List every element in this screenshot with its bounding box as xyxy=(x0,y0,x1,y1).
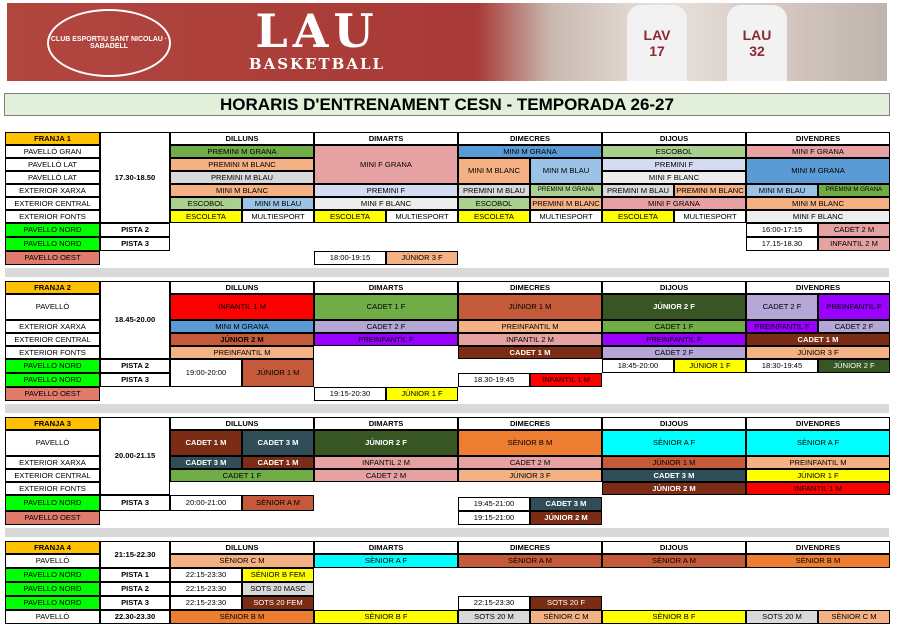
schedule-cell: JÚNIOR 1 M xyxy=(458,294,602,320)
jersey-text: LAV xyxy=(643,27,671,43)
schedule-cell: JÚNIOR 3 F xyxy=(386,251,458,265)
schedule-cell: EXTERIOR CENTRAL xyxy=(5,333,100,346)
schedule-cell: 18:00-19:15 xyxy=(314,251,386,265)
schedule-cell: DIMARTS xyxy=(314,132,458,145)
schedule-cell: 18:45-20:00 xyxy=(602,359,674,373)
schedule-cell: PREMINI M BLANC xyxy=(170,158,314,171)
section-separator xyxy=(5,268,889,277)
schedule-cell: DIMECRES xyxy=(458,541,602,554)
schedule-cell: FRANJA 1 xyxy=(5,132,100,145)
schedule-cell: JÚNIOR 2 F xyxy=(818,359,890,373)
schedule-cell: DIJOUS xyxy=(602,541,746,554)
schedule-cell: PREMINI M BLANC xyxy=(674,184,746,197)
schedule-cell: PISTA 3 xyxy=(100,373,170,387)
schedule-cell: FRANJA 2 xyxy=(5,281,100,294)
schedule-cell: JÚNIOR 2 F xyxy=(602,294,746,320)
schedule-cell: DIMECRES xyxy=(458,281,602,294)
schedule-cell: MINI F GRANA xyxy=(602,197,746,210)
schedule-cell: EXTERIOR XARXA xyxy=(5,184,100,197)
schedule-cell: CADET 1 M xyxy=(242,456,314,469)
schedule-cell: CADET 1 M xyxy=(170,430,242,456)
schedule-cell: EXTERIOR XARXA xyxy=(5,456,100,469)
schedule-cell: DIJOUS xyxy=(602,132,746,145)
jersey-number: 32 xyxy=(749,43,765,59)
schedule-cell: PREINFANTIL F xyxy=(602,333,746,346)
schedule-cell: PAVELLÓ LAT xyxy=(5,171,100,184)
brand-name: LAU xyxy=(255,4,379,58)
jersey-number: 17 xyxy=(649,43,665,59)
schedule-cell: PREINFANTIL M xyxy=(458,320,602,333)
schedule-cell: JÚNIOR 2 M xyxy=(602,482,746,495)
schedule-cell: MINI F GRANA xyxy=(314,145,458,184)
schedule-cell: JÚNIOR 1 F xyxy=(746,469,890,482)
schedule-cell: CADET 3 M xyxy=(242,430,314,456)
page-title: HORARIS D'ENTRENAMENT CESN - TEMPORADA 26-27 xyxy=(4,93,890,116)
schedule-cell: JÚNIOR 1 M xyxy=(602,456,746,469)
players-photo xyxy=(477,3,887,81)
schedule-cell: PAVELLO NORD xyxy=(5,359,100,373)
schedule-cell: SÈNIOR B FEM xyxy=(242,568,314,582)
schedule-cell: PISTA 2 xyxy=(100,359,170,373)
schedule-cell: JÚNIOR 3 F xyxy=(746,346,890,359)
schedule-cell: PREINFANTIL F xyxy=(818,294,890,320)
schedule-cell: CADET 1 F xyxy=(602,320,746,333)
schedule-cell: PREMINI F xyxy=(602,158,746,171)
schedule-cell: 18.30-19:45 xyxy=(458,373,530,387)
schedule-cell: DIVENDRES xyxy=(746,541,890,554)
schedule-cell: DIMARTS xyxy=(314,417,458,430)
schedule-cell: DIJOUS xyxy=(602,417,746,430)
schedule-cell: 22.30-23.30 xyxy=(100,610,170,624)
schedule-cell: EXTERIOR XARXA xyxy=(5,320,100,333)
club-logo xyxy=(47,9,171,77)
schedule-cell: ESCOBOL xyxy=(602,145,746,158)
schedule-cell: SÈNIOR B F xyxy=(314,610,458,624)
schedule-cell: INFANTIL 1 M xyxy=(746,482,890,495)
schedule-cell: DIVENDRES xyxy=(746,417,890,430)
schedule-cell: INFANTIL 1 M xyxy=(530,373,602,387)
schedule-cell: PISTA 3 xyxy=(100,596,170,610)
schedule-cell: PISTA 3 xyxy=(100,237,170,251)
schedule-cell: DIVENDRES xyxy=(746,132,890,145)
schedule-cell: JÚNIOR 2 M xyxy=(170,333,314,346)
schedule-cell: CADET 2 M xyxy=(458,456,602,469)
schedule-cell: MINI M BLAU xyxy=(242,197,314,210)
schedule-cell: JÚNIOR 2 F xyxy=(314,430,458,456)
schedule-cell: 19:15-20:30 xyxy=(314,387,386,401)
schedule-cell: ESCOLETA xyxy=(170,210,242,223)
schedule-cell: DILLUNS xyxy=(170,281,314,294)
schedule-cell: 19:45-21:00 xyxy=(458,497,530,511)
club-header-banner xyxy=(7,3,887,81)
schedule-cell: MULTIESPORT xyxy=(674,210,746,223)
schedule-cell: PAVELLÓ xyxy=(5,554,100,568)
schedule-cell: SÈNIOR A M xyxy=(242,495,314,511)
schedule-cell: PAVELLO OEST xyxy=(5,387,100,401)
schedule-cell: ESCOLETA xyxy=(602,210,674,223)
schedule-cell: SÈNIOR A F xyxy=(314,554,458,568)
schedule-cell: 20.00-21.15 xyxy=(100,417,170,495)
schedule-cell: PAVELLÓ xyxy=(5,610,100,624)
schedule-cell: PAVELLÓ LAT xyxy=(5,158,100,171)
schedule-cell: MINI F BLANC xyxy=(314,197,458,210)
schedule-cell: PAVELLO NORD xyxy=(5,373,100,387)
schedule-cell: SOTS 20 FEM xyxy=(242,596,314,610)
schedule-cell: SÈNIOR C M xyxy=(170,554,314,568)
section-separator xyxy=(5,528,889,537)
schedule-cell: ESCOLETA xyxy=(314,210,386,223)
schedule-cell: MINI M GRANA xyxy=(170,320,314,333)
logo-text: CLUB ESPORTIU SANT NICOLAU · SABADELL xyxy=(50,36,168,50)
schedule-cell: 18.45-20.00 xyxy=(100,281,170,359)
schedule-cell: 19:00-20:00 xyxy=(170,359,242,387)
schedule-cell: MINI M BLANC xyxy=(746,197,890,210)
schedule-cell: CADET 2 F xyxy=(818,320,890,333)
schedule-cell: CADET 2 M xyxy=(314,469,458,482)
schedule-cell: MINI M BLANC xyxy=(170,184,314,197)
schedule-cell: INFANTIL 2 M xyxy=(458,333,602,346)
schedule-cell: JÚNIOR 1 M xyxy=(242,359,314,387)
schedule-cell: 21:15-22.30 xyxy=(100,541,170,568)
schedule-cell: SÈNIOR C M xyxy=(530,610,602,624)
schedule-cell: INFANTIL 1 M xyxy=(170,294,314,320)
schedule-cell: PREMINI M GRANA xyxy=(530,184,602,197)
schedule-cell: SOTS 20 F xyxy=(530,596,602,610)
schedule-cell: ESCOBOL xyxy=(458,197,530,210)
schedule-cell: DILLUNS xyxy=(170,132,314,145)
schedule-cell: MINI F BLANC xyxy=(746,210,890,223)
brand-sub: BASKETBALL xyxy=(248,55,386,73)
schedule-cell: PREINFANTIL F xyxy=(314,333,458,346)
schedule-cell: CADET 2 M xyxy=(818,223,890,237)
schedule-cell: 22:15-23:30 xyxy=(170,568,242,582)
schedule-cell: 22:15-23:30 xyxy=(458,596,530,610)
schedule-cell: PAVELLO NORD xyxy=(5,568,100,582)
schedule-cell: FRANJA 4 xyxy=(5,541,100,554)
schedule-cell: MINI M GRANA xyxy=(746,158,890,184)
schedule-cell: SÈNIOR B F xyxy=(602,610,746,624)
schedule-cell: SÈNIOR B M xyxy=(458,430,602,456)
brand-wordmark xyxy=(217,4,417,73)
schedule-cell: JÚNIOR 1 F xyxy=(386,387,458,401)
schedule-cell: EXTERIOR FONTS xyxy=(5,482,100,495)
schedule-cell: MINI F GRANA xyxy=(746,145,890,158)
schedule-cell: ESCOLETA xyxy=(458,210,530,223)
schedule-cell: SÈNIOR B M xyxy=(746,554,890,568)
schedule-cell: 16:00-17:15 xyxy=(746,223,818,237)
schedule-cell: PAVELLO NORD xyxy=(5,596,100,610)
schedule-cell: EXTERIOR FONTS xyxy=(5,210,100,223)
schedule-cell: MINI M BLANC xyxy=(458,158,530,184)
schedule-cell: JÚNIOR 3 F xyxy=(458,469,602,482)
schedule-cell: MINI M GRANA xyxy=(458,145,602,158)
schedule-cell: PAVELLÓ xyxy=(5,294,100,320)
schedule-cell: 17.30-18.50 xyxy=(100,132,170,223)
player-jersey xyxy=(627,5,687,81)
schedule-cell: PAVELLO NORD xyxy=(5,495,100,511)
schedule-cell: PISTA 3 xyxy=(100,495,170,511)
schedule-cell: SOTS 20 MASC xyxy=(242,582,314,596)
schedule-cell: PREINFANTIL M xyxy=(746,456,890,469)
schedule-cell: MINI M BLAU xyxy=(530,158,602,184)
schedule-cell: PREMINI M BLANC xyxy=(530,197,602,210)
schedule-cell: MULTIESPORT xyxy=(242,210,314,223)
schedule-cell: 18:30-19:45 xyxy=(746,359,818,373)
schedule-cell: PAVELLÓ GRAN xyxy=(5,145,100,158)
schedule-cell: INFANTIL 2 M xyxy=(314,456,458,469)
section-separator xyxy=(5,404,889,413)
schedule-cell: SÈNIOR A F xyxy=(602,430,746,456)
schedule-cell: SÈNIOR C M xyxy=(818,610,890,624)
schedule-cell: DILLUNS xyxy=(170,417,314,430)
schedule-cell: EXTERIOR CENTRAL xyxy=(5,469,100,482)
schedule-cell: EXTERIOR FONTS xyxy=(5,346,100,359)
schedule-cell: PAVELLO NORD xyxy=(5,237,100,251)
schedule-cell: EXTERIOR CENTRAL xyxy=(5,197,100,210)
schedule-cell: 17.15-18.30 xyxy=(746,237,818,251)
schedule-cell: PAVELLÓ xyxy=(5,430,100,456)
schedule-cell: FRANJA 3 xyxy=(5,417,100,430)
schedule-cell: CADET 2 F xyxy=(746,294,818,320)
schedule-cell: PAVELLO OEST xyxy=(5,251,100,265)
schedule-cell: DIMECRES xyxy=(458,132,602,145)
schedule-cell: CADET 2 F xyxy=(314,320,458,333)
schedule-cell: PAVELLO NORD xyxy=(5,223,100,237)
schedule-cell: ESCOBOL xyxy=(170,197,242,210)
schedule-cell: JÚNIOR 2 M xyxy=(530,511,602,525)
schedule-cell: DIMECRES xyxy=(458,417,602,430)
schedule-cell: CADET 1 M xyxy=(458,346,602,359)
schedule-cell: PAVELLO OEST xyxy=(5,511,100,525)
schedule-cell: PREINFANTIL M xyxy=(170,346,314,359)
player-jersey xyxy=(727,5,787,81)
schedule-cell: PISTA 1 xyxy=(100,568,170,582)
schedule-cell: DIMARTS xyxy=(314,281,458,294)
schedule-cell: CADET 2 F xyxy=(602,346,746,359)
schedule-cell: DIVENDRES xyxy=(746,281,890,294)
schedule-cell: PREMINI M BLAU xyxy=(458,184,530,197)
schedule-cell: INFANTIL 2 M xyxy=(818,237,890,251)
schedule-cell: MINI F BLANC xyxy=(602,171,746,184)
schedule-cell: 19:15-21:00 xyxy=(458,511,530,525)
schedule-cell: PREINFANTIL F xyxy=(746,320,818,333)
schedule-cell: PREMINI M GRANA xyxy=(170,145,314,158)
schedule-cell: PREMINI M BLAU xyxy=(170,171,314,184)
schedule-cell: CADET 3 M xyxy=(530,497,602,511)
schedule-cell: PREMINI F xyxy=(314,184,458,197)
schedule-cell: 22:15-23:30 xyxy=(170,582,242,596)
jersey-text: LAU xyxy=(742,27,772,43)
schedule-cell: DILLUNS xyxy=(170,541,314,554)
schedule-cell: MULTIESPORT xyxy=(530,210,602,223)
schedule-cell: DIJOUS xyxy=(602,281,746,294)
schedule-cell: CADET 1 F xyxy=(170,469,314,482)
schedule-cell: CADET 3 M xyxy=(170,456,242,469)
schedule-cell: JÚNIOR 1 F xyxy=(674,359,746,373)
schedule-cell: CADET 1 M xyxy=(746,333,890,346)
schedule-cell: SOTS 20 M xyxy=(458,610,530,624)
schedule-cell: MULTIESPORT xyxy=(386,210,458,223)
schedule-cell: PAVELLO NORD xyxy=(5,582,100,596)
schedule-cell: PISTA 2 xyxy=(100,582,170,596)
schedule-cell: SÈNIOR B M xyxy=(170,610,314,624)
schedule-cell: CADET 1 F xyxy=(314,294,458,320)
schedule-cell: SOTS 20 M xyxy=(746,610,818,624)
schedule-cell: PREMINI M BLAU xyxy=(602,184,674,197)
schedule-cell: 20:00-21:00 xyxy=(170,495,242,511)
schedule-cell: DIMARTS xyxy=(314,541,458,554)
schedule-cell: SÈNIOR A M xyxy=(602,554,746,568)
schedule-cell: SÈNIOR A F xyxy=(746,430,890,456)
schedule-cell: PISTA 2 xyxy=(100,223,170,237)
schedule-cell: CADET 3 M xyxy=(602,469,746,482)
schedule-cell: SÈNIOR A M xyxy=(458,554,602,568)
schedule-cell: 22:15-23:30 xyxy=(170,596,242,610)
schedule-cell: PREMINI M GRANA xyxy=(818,184,890,197)
schedule-cell: MINI M BLAU xyxy=(746,184,818,197)
